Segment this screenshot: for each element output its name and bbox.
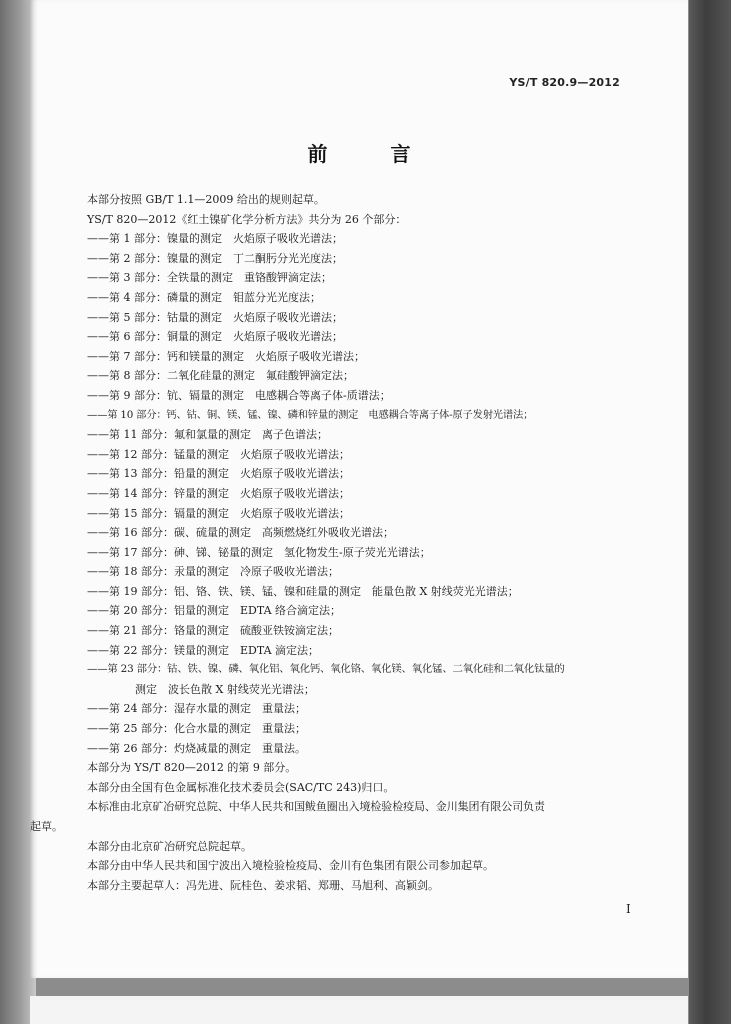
list-item: ——第 25 部分：化合水量的测定 重量法； — [87, 722, 306, 736]
page-title: 前 言 — [307, 142, 439, 166]
list-item: ——第 19 部分：铝、铬、铁、镁、锰、镍和硅量的测定 能量色散 X 射线荧光光谱法； — [87, 584, 519, 598]
list-item: ——第 20 部分：铝量的测定 EDTA 络合滴定法； — [87, 604, 342, 618]
text-line: 本部分由全国有色金属标准化技术委员会(SAC/TC 243)归口。 — [87, 780, 395, 794]
list-item: ——第 13 部分：铅量的测定 火焰原子吸收光谱法； — [87, 467, 350, 481]
list-item: ——第 7 部分：钙和镁量的测定 火焰原子吸收光谱法； — [87, 349, 365, 363]
list-item: ——第 12 部分：锰量的测定 火焰原子吸收光谱法； — [87, 447, 350, 461]
list-item: ——第 11 部分：氟和氯量的测定 离子色谱法； — [87, 428, 328, 442]
text-line: 本部分由北京矿冶研究总院起草。 — [87, 839, 252, 853]
text-line: 本部分按照 GB/T 1.1—2009 给出的规则起草。 — [87, 193, 325, 206]
list-item: ——第 24 部分：湿存水量的测定 重量法； — [87, 702, 306, 716]
text-line: 本部分由中华人民共和国宁波出入境检验检疫局、金川有色集团有限公司参加起草。 — [87, 859, 494, 873]
list-item: ——第 5 部分：钴量的测定 火焰原子吸收光谱法； — [87, 310, 343, 324]
list-item: ——第 10 部分：钙、钴、铜、镁、锰、镍、磷和锌量的测定 电感耦合等离子体-原子发射光谱法； — [87, 408, 534, 421]
list-item: ——第 2 部分：镍量的测定 丁二酮肟分光光度法； — [87, 251, 343, 265]
foreword-body — [30, 190, 657, 895]
list-item: ——第 26 部分：灼烧减量的测定 重量法。 — [87, 741, 306, 755]
next-page-edge — [30, 996, 688, 1024]
list-item: ——第 15 部分：镉量的测定 火焰原子吸收光谱法； — [87, 506, 350, 520]
standard-code: YS/T 820.9—2012 — [509, 76, 620, 89]
list-item: ——第 6 部分：铜量的测定 火焰原子吸收光谱法； — [87, 330, 343, 344]
text-line: 本标准由北京矿冶研究总院、中华人民共和国鲅鱼圈出入境检验检疫局、金川集团有限公司负责 — [87, 800, 545, 814]
list-item: ——第 1 部分：镍量的测定 火焰原子吸收光谱法； — [87, 232, 343, 246]
list-item: ——第 22 部分：镁量的测定 EDTA 滴定法； — [87, 643, 320, 657]
list-item: ——第 4 部分：磷量的测定 钼蓝分光光度法； — [87, 290, 321, 304]
text-line: YS/T 820—2012《红土镍矿化学分析方法》共分为 26 个部分： — [87, 212, 407, 226]
text-line: 本部分为 YS/T 820—2012 的第 9 部分。 — [87, 761, 297, 775]
list-item: ——第 23 部分：钴、铁、镍、磷、氧化铝、氧化钙、氧化铬、氧化镁、氧化锰、二氧化硅和二氧化钛量的 — [87, 663, 565, 676]
text-line: 本部分主要起草人：冯先进、阮桂色、姜求韬、郑珊、马旭利、高颖剑。 — [87, 878, 439, 892]
text-line-continuation: 起草。 — [30, 820, 63, 833]
list-item: ——第 18 部分：汞量的测定 冷原子吸收光谱法； — [87, 565, 339, 579]
list-item-continuation: 测定 波长色散 X 射线荧光光谱法； — [135, 682, 315, 696]
list-item: ——第 8 部分：二氧化硅量的测定 氟硅酸钾滴定法； — [87, 369, 354, 383]
list-item: ——第 14 部分：锌量的测定 火焰原子吸收光谱法； — [87, 486, 350, 500]
page-number: I — [626, 902, 631, 916]
list-item: ——第 3 部分：全铁量的测定 重铬酸钾滴定法； — [87, 271, 332, 285]
list-item: ——第 21 部分：铬量的测定 硫酸亚铁铵滴定法； — [87, 624, 339, 638]
list-item: ——第 9 部分：钪、镉量的测定 电感耦合等离子体-质谱法； — [87, 388, 391, 402]
list-item: ——第 16 部分：碳、硫量的测定 高频燃烧红外吸收光谱法； — [87, 526, 394, 540]
document-page — [30, 0, 688, 978]
list-item: ——第 17 部分：砷、锑、铋量的测定 氢化物发生-原子荧光光谱法； — [87, 545, 431, 559]
scan-shadow-right — [689, 0, 731, 1024]
